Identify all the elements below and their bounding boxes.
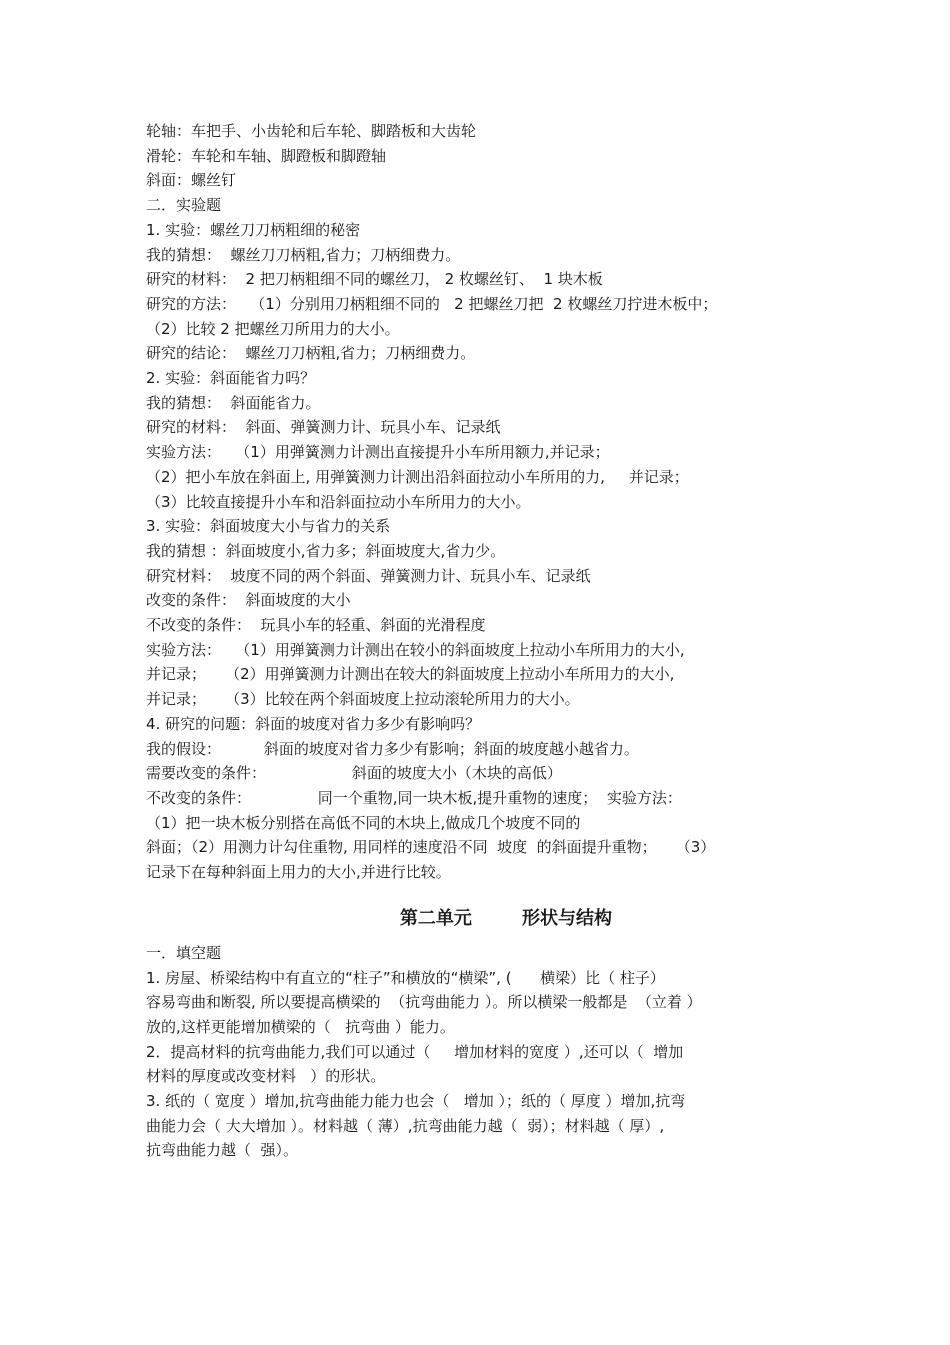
text-line: 我的猜想 ：斜面坡度小,省力多；斜面坡度大,省力少。	[146, 541, 506, 560]
text-line: 斜面；（2）用测力计勾住重物, 用同样的速度沿不同 坡度 的斜面提升重物； （3）	[146, 838, 716, 857]
text-line: 记录下在每种斜面上用力的大小,并进行比较。	[146, 863, 451, 882]
unit2-title: 第二单元 形状与结构	[399, 907, 613, 929]
text-line: 抗弯曲能力越（ 强）。	[146, 1141, 299, 1160]
text-line: 研究的材料： 2 把刀柄粗细不同的螺丝刀， 2 枚螺丝钉、 1 块木板	[146, 270, 603, 289]
text-line: 研究材料： 坡度不同的两个斜面、弹簧测力计、玩具小车、记录纸	[146, 566, 591, 585]
text-line: （1）把一块木板分别搭在高低不同的木块上,做成几个坡度不同的	[146, 813, 581, 832]
text-line: 1. 房屋、桥梁结构中有直立的“柱子”和横放的“横梁”, ( 横梁）比（ 柱子）	[146, 968, 665, 987]
text-line: 曲能力会（ 大大增加 ）。材料越（ 薄）,抗弯曲能力越（ 弱）；材料越（ 厚）,	[146, 1116, 665, 1135]
text-line: （2）比较 2 把螺丝刀所用力的大小。	[146, 319, 400, 338]
text-line: 研究的方法： （1）分别用刀柄粗细不同的 2 把螺丝刀把 2 枚螺丝刀拧进木板中；	[146, 294, 718, 313]
text-line: 容易弯曲和断裂, 所以要提高横梁的 （抗弯曲能力 ）。所以横梁一般都是 （立着 ）	[146, 993, 702, 1012]
text-line: （2）把小车放在斜面上, 用弹簧测力计测出沿斜面拉动小车所用的力, 并记录；	[146, 467, 689, 486]
text-line: 不改变的条件： 同一个重物,同一块木板,提升重物的速度； 实验方法：	[146, 788, 682, 807]
text-line: 改变的条件： 斜面坡度的大小	[146, 591, 351, 610]
experiment-title: 3. 实验：斜面坡度大小与省力的关系	[146, 517, 391, 536]
text-line: 不改变的条件： 玩具小车的轻重、斜面的光滑程度	[146, 616, 486, 635]
text-line: 需要改变的条件： 斜面的坡度大小（木块的高低）	[146, 764, 562, 783]
text-line: 滑轮：车轮和车轴、脚蹬板和脚蹬轴	[146, 146, 387, 165]
text-line: 我的猜想： 斜面能省力。	[146, 393, 321, 412]
experiment-title: 4. 研究的问题：斜面的坡度对省力多少有影响吗？	[146, 714, 481, 733]
text-line: 并记录； （2）用弹簧测力计测出在较大的斜面坡度上拉动小车所用力的大小,	[146, 665, 675, 684]
document-content	[146, 119, 806, 1163]
text-line: 我的假设： 斜面的坡度对省力多少有影响；斜面的坡度越小越省力。	[146, 739, 639, 758]
section-heading: 二．实验题	[146, 196, 222, 215]
unit1-section	[146, 119, 806, 885]
text-line: 研究的结论： 螺丝刀刀柄粗,省力；刀柄细费力。	[146, 344, 476, 363]
experiment-title: 2. 实验：斜面能省力吗？	[146, 369, 316, 388]
text-line: 轮轴：车把手、小齿轮和后车轮、脚踏板和大齿轮	[146, 122, 477, 140]
text-line: 我的猜想： 螺丝刀刀柄粗,省力；刀柄细费力。	[146, 245, 461, 264]
text-line: 材料的厚度或改变材料 ）的形状。	[146, 1067, 386, 1086]
experiment-title: 1. 实验：螺丝刀刀柄粗细的秘密	[146, 220, 361, 239]
text-line: 2．提高材料的抗弯曲能力,我们可以通过（ 增加材料的宽度 ）,还可以（ 增加	[146, 1042, 684, 1061]
unit2-section	[146, 941, 806, 1163]
text-line: 实验方法： （1）用弹簧测力计测出直接提升小车所用额力,并记录；	[146, 443, 610, 462]
text-line: 放的,这样更能增加横梁的（ 抗弯曲 ）能力。	[146, 1017, 455, 1036]
text-line: 实验方法： （1）用弹簧测力计测出在较小的斜面坡度上拉动小车所用力的大小,	[146, 640, 685, 659]
text-line: 并记录； （3）比较在两个斜面坡度上拉动滚轮所用力的大小。	[146, 690, 580, 709]
text-line: 研究的材料： 斜面、弹簧测力计、玩具小车、记录纸	[146, 418, 501, 437]
section-heading: 一．填空题	[146, 943, 222, 962]
text-line: 斜面：螺丝钉	[146, 171, 237, 190]
text-line: （3）比较直接提升小车和沿斜面拉动小车所用力的大小。	[146, 492, 531, 511]
text-line: 3. 纸的（ 宽度 ）增加,抗弯曲能力能力也会（ 增加 ）；纸的（ 厚度 ）增加,抗弯	[146, 1092, 686, 1111]
